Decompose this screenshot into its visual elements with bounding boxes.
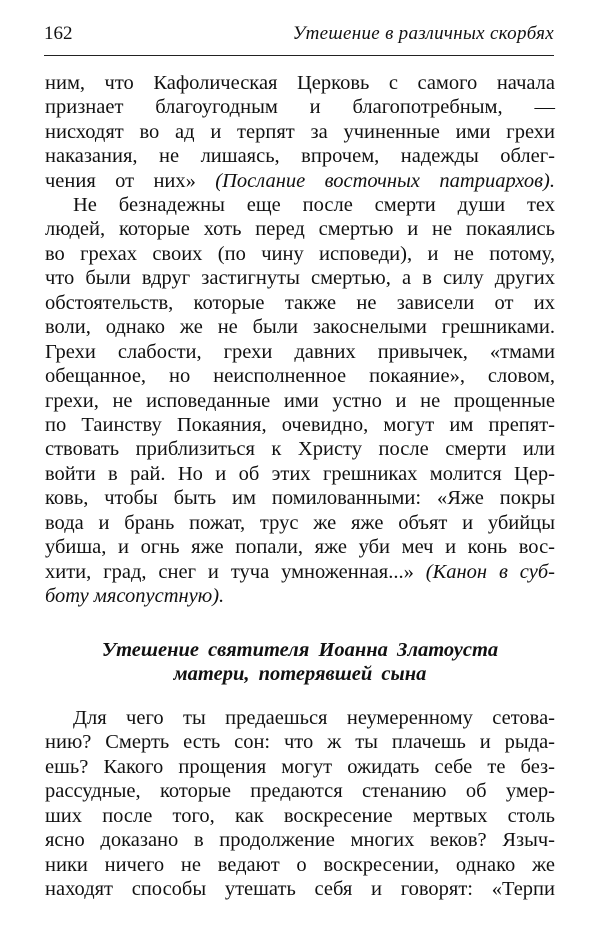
text-line: рассудные, которые предаются стенанию об умер- <box>45 780 555 803</box>
citation: боту мясопустную). <box>45 585 225 607</box>
text-line: что были вдруг застигнуты смертью, а в силу других <box>45 267 555 290</box>
text-line: ники ничего не ведают о воскресении, однако же <box>45 853 555 876</box>
text-line: грехи, не исповеданные ими устно и не прощенные <box>45 389 555 412</box>
text-line: ковь, чтобы быть им помилованными: «Яже покры <box>45 487 555 510</box>
text-line: ясно доказано в продолжение многих веков? Языч- <box>45 829 555 852</box>
text-line: хити, град, снег и туча умноженная...» (Канон в суб- <box>45 560 556 583</box>
text-line: чения от них» (Послание восточных патриархов). <box>45 169 555 192</box>
text-line: Не безнадежны еще после смерти души тех <box>73 194 555 216</box>
text-line: обстоятельств, которые также не зависели от их <box>45 291 555 314</box>
header-rule <box>44 55 554 56</box>
citation: (Послание восточных патриархов). <box>195 169 555 192</box>
text-line: Грехи слабости, грехи давних привычек, «тмами <box>45 340 555 363</box>
text-line: признает благоугодным и благопотребным, — <box>45 96 555 119</box>
text-line: наказания, не лишаясь, впрочем, надежды облег- <box>45 145 555 168</box>
paragraph <box>45 706 555 902</box>
page-header <box>44 20 554 50</box>
text-line: воли, однако же не были закоснелыми грешниками. <box>45 316 555 339</box>
text-line: находят способы утешать себя и говорят: «Терпи <box>45 878 555 901</box>
text-line <box>45 584 555 608</box>
text-line: ствовать приблизиться к Христу после смерти или <box>45 438 555 461</box>
citation: (Канон в суб- <box>413 560 556 583</box>
text-line: убиша, и огнь яже попали, яже уби меч и конь вос- <box>45 536 555 559</box>
text-line: вода и брань пожат, трус же яже объят и убийцы <box>45 511 555 534</box>
text-line: нисходят во ад и терпят за учиненные ими грехи <box>45 120 555 143</box>
text-line: во грехах своих (по чину исповеди), и не потому, <box>45 242 555 265</box>
section-heading <box>45 638 555 687</box>
text-line: по Таинству Покаяния, очевидно, могут им препят- <box>45 413 555 436</box>
paragraph <box>45 193 555 608</box>
text-line: войти в рай. Но и об этих грешниках молится Цер- <box>45 462 555 485</box>
heading-line: Утешение святителя Иоанна Златоуста <box>101 639 499 661</box>
text-line: людей, которые хоть перед смертью и не покаялись <box>45 218 555 241</box>
text-line: ших после того, как воскресение мертвых столь <box>45 804 555 827</box>
running-title: Утешение в различных скорбях <box>292 23 554 44</box>
text-line: нию? Смерть есть сон: что ж ты плачешь и рыда- <box>45 731 555 754</box>
text-line: Для чего ты предаешься неумеренному сетова- <box>73 707 555 729</box>
heading-line: матери, потерявшей сына <box>173 663 427 686</box>
text-line: ним, что Кафолическая Церковь с самого начала <box>45 72 555 94</box>
page-number: 162 <box>44 23 73 44</box>
paragraph-continuation <box>45 71 555 193</box>
text-line: обещанное, но неисполненное покаяние», словом, <box>45 365 555 388</box>
text-line: ешь? Какого прощения могут ожидать себе те без- <box>45 755 555 778</box>
